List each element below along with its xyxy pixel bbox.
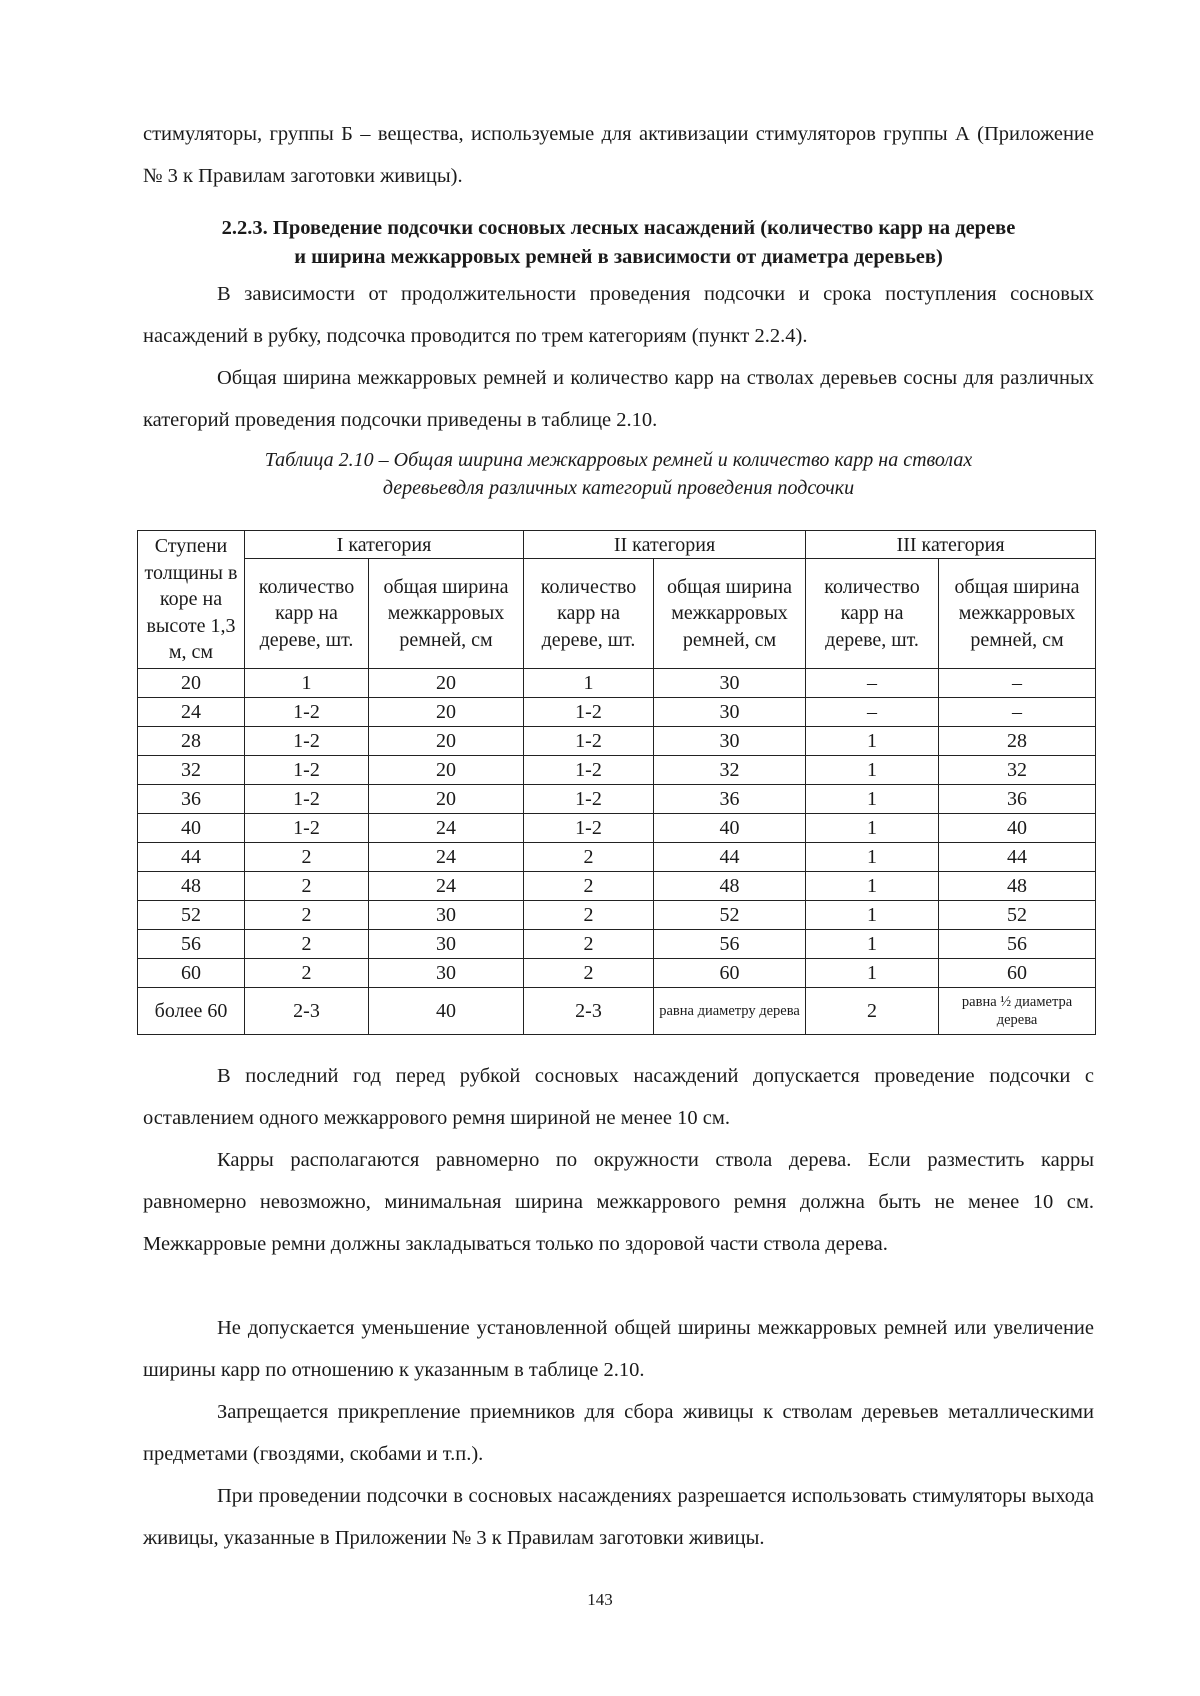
table-row: [138, 669, 1096, 698]
table-cell: 24: [138, 698, 245, 727]
table-cell: 52: [138, 901, 245, 930]
table-cell: 36: [138, 785, 245, 814]
table-cell: 1-2: [524, 785, 654, 814]
section-heading-line: и ширина межкарровых ремней в зависимости от диаметра деревьев): [294, 246, 943, 268]
table-cell: 2: [806, 988, 939, 1035]
table-cell: 1: [806, 843, 939, 872]
table-cell: 1-2: [245, 814, 369, 843]
table-cell: 24: [369, 843, 524, 872]
paragraph: При проведении подсочки в сосновых насаждениях разрешается использовать стимуляторы выхода живицы, указанные в Приложении № 3 к Правилам заготовки живицы.: [143, 1485, 1094, 1549]
table-cell: 1: [806, 785, 939, 814]
table-cell: 2: [524, 901, 654, 930]
table-cell: 44: [654, 843, 806, 872]
table-row: [138, 872, 1096, 901]
table-row: [138, 698, 1096, 727]
paragraph: Карры располагаются равномерно по окружности ствола дерева. Если разместить карры равномерно невозможно, минимальная ширина межкаррового ремня должна быть не менее 10 см. Межкарровые ремни должны закладываться только по здоровой части ствола дерева.: [143, 1149, 1094, 1255]
table-cell: 24: [369, 814, 524, 843]
column-header-diameter: Ступени толщины в коре на высоте 1,3 м, см: [138, 531, 245, 669]
table-cell: 32: [138, 756, 245, 785]
column-header-count: количество карр на дереве, шт.: [806, 559, 939, 669]
table-cell: равна ½ диаметра дерева: [939, 988, 1096, 1035]
table-cell: 36: [654, 785, 806, 814]
table-cell: 2: [245, 843, 369, 872]
section-heading: [143, 214, 1094, 272]
table-cell: 1: [524, 669, 654, 698]
table-cell: 1: [806, 872, 939, 901]
table-caption-line: Таблица 2.10 – Общая ширина межкарровых ремней и количество карр на стволах: [264, 449, 973, 471]
table-cell: 40: [939, 814, 1096, 843]
table-cell: 30: [369, 959, 524, 988]
table-row: [138, 930, 1096, 959]
table-cell: 2-3: [245, 988, 369, 1035]
column-header-category-3: III категория: [806, 531, 1096, 559]
table-cell: 40: [654, 814, 806, 843]
table-cell: 2: [245, 930, 369, 959]
table-cell: 20: [369, 727, 524, 756]
table-row: [138, 727, 1096, 756]
table-cell: 44: [138, 843, 245, 872]
table-cell: 60: [654, 959, 806, 988]
table-cell: 52: [939, 901, 1096, 930]
column-header-width: общая ширина межкарровых ремней, см: [369, 559, 524, 669]
table-cell: 1: [806, 901, 939, 930]
table-cell: 1: [806, 727, 939, 756]
table-cell: 2: [524, 843, 654, 872]
table-cell: 32: [654, 756, 806, 785]
table-cell: 20: [369, 756, 524, 785]
page-number: 143: [587, 1590, 613, 1609]
table-cell: 2: [245, 872, 369, 901]
table-cell: 24: [369, 872, 524, 901]
table-cell: 1: [806, 756, 939, 785]
paragraph: Не допускается уменьшение установленной общей ширины межкарровых ремней или увеличение ширины карр по отношению к указанным в таблице 2.10.: [143, 1317, 1094, 1381]
table-caption: [143, 446, 1094, 502]
column-header-width: общая ширина межкарровых ремней, см: [654, 559, 806, 669]
table-cell: 1-2: [245, 785, 369, 814]
table-cell: 2: [524, 959, 654, 988]
table-cell: –: [806, 669, 939, 698]
table-cell: 44: [939, 843, 1096, 872]
paragraph: стимуляторы, группы Б – вещества, используемые для активизации стимуляторов группы А (Приложение № 3 к Правилам заготовки живицы).: [143, 123, 1094, 187]
column-header-count: количество карр на дереве, шт.: [245, 559, 369, 669]
table-cell: 30: [654, 727, 806, 756]
section-heading-line: 2.2.3. Проведение подсочки сосновых лесных насаждений (количество карр на дереве: [221, 217, 1016, 239]
table-cell: 30: [369, 930, 524, 959]
table-cell: 40: [369, 988, 524, 1035]
table-cell: 1-2: [245, 698, 369, 727]
table-cell: –: [939, 669, 1096, 698]
table-cell: 28: [939, 727, 1096, 756]
table-cell: 60: [939, 959, 1096, 988]
column-header-count: количество карр на дереве, шт.: [524, 559, 654, 669]
table-cell: 30: [654, 698, 806, 727]
table-row: [138, 756, 1096, 785]
table-cell: 1-2: [524, 756, 654, 785]
table-cell: 20: [369, 785, 524, 814]
table-cell: 40: [138, 814, 245, 843]
table-cell: 28: [138, 727, 245, 756]
table-cell: 20: [369, 698, 524, 727]
table-cell: 56: [939, 930, 1096, 959]
table-cell: 56: [654, 930, 806, 959]
table-cell: более 60: [138, 988, 245, 1035]
table-cell: 48: [138, 872, 245, 901]
table-cell: 1-2: [524, 727, 654, 756]
table-cell: 1: [806, 930, 939, 959]
paragraph: В зависимости от продолжительности проведения подсочки и срока поступления сосновых насаждений в рубку, подсочка проводится по трем категориям (пункт 2.2.4).: [143, 283, 1094, 347]
table-cell: 1: [806, 814, 939, 843]
column-header-category-2: II категория: [524, 531, 806, 559]
table-cell: 56: [138, 930, 245, 959]
table-cell: 36: [939, 785, 1096, 814]
column-header-category-1: I категория: [245, 531, 524, 559]
table-cell: 60: [138, 959, 245, 988]
table-cell: 2: [524, 930, 654, 959]
table-cell: 20: [138, 669, 245, 698]
column-header-width: общая ширина межкарровых ремней, см: [939, 559, 1096, 669]
table-cell: –: [806, 698, 939, 727]
table-caption-line: деревьевдля различных категорий проведения подсочки: [382, 477, 855, 499]
table-cell: 2: [524, 872, 654, 901]
table-cell: 52: [654, 901, 806, 930]
table-cell: 1: [245, 669, 369, 698]
data-table: [137, 530, 1096, 1035]
table-row: [138, 785, 1096, 814]
paragraph: Запрещается прикрепление приемников для сбора живицы к стволам деревьев металлическими предметами (гвоздями, скобами и т.п.).: [143, 1401, 1094, 1465]
table-cell: 1-2: [524, 698, 654, 727]
paragraph: Общая ширина межкарровых ремней и количество карр на стволах деревьев сосны для различных категорий проведения подсочки приведены в таблице 2.10.: [143, 367, 1094, 431]
table-cell: –: [939, 698, 1096, 727]
table-cell: 2: [245, 959, 369, 988]
table-row: [138, 988, 1096, 1035]
table-cell: 20: [369, 669, 524, 698]
table-cell: 1-2: [245, 756, 369, 785]
table-row: [138, 814, 1096, 843]
table-row: [138, 901, 1096, 930]
table-cell: 30: [369, 901, 524, 930]
table-cell: 30: [654, 669, 806, 698]
table-cell: 1-2: [245, 727, 369, 756]
table-row: [138, 959, 1096, 988]
table-row: [138, 843, 1096, 872]
table-cell: 2: [245, 901, 369, 930]
table-cell: 1-2: [524, 814, 654, 843]
table-cell: 48: [939, 872, 1096, 901]
table-cell: 2-3: [524, 988, 654, 1035]
table-cell: равна диаметру дерева: [654, 988, 806, 1035]
table-cell: 48: [654, 872, 806, 901]
table-cell: 32: [939, 756, 1096, 785]
table-cell: 1: [806, 959, 939, 988]
paragraph: В последний год перед рубкой сосновых насаждений допускается проведение подсочки с оставлением одного межкаррового ремня шириной не менее 10 см.: [143, 1065, 1094, 1129]
